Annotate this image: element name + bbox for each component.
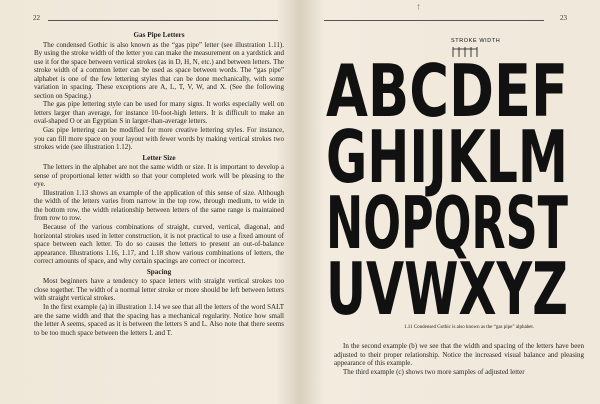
paragraph: The letters in the alphabet are not the same width or size. It is important to develop a sense of proportional letter width so that your completed work will be pleasing to the eye. xyxy=(34,163,284,189)
paragraph: Most beginners have a tendency to space letters with straight vertical strokes too close together. The width of a normal letter stroke or more should be left between letters with straight vertical strokes. xyxy=(34,277,284,303)
header-rule xyxy=(48,20,278,21)
right-text-column xyxy=(334,342,584,376)
left-text-column xyxy=(34,31,284,337)
paragraph: Because of the various combinations of straight, curved, vertical, diagonal, and horizontal strokes used in letter construction, it is not practical to use a fixed amount of space between each letter. To do so causes the letters to present an out-of-balance appearance. Illustrations 1.16, 1.17, and 1.18 show various combinations of letters, the correct amounts of space, and why certain spacings are correct or incorrect. xyxy=(34,223,284,266)
page-number: 23 xyxy=(560,14,567,22)
paragraph: The condensed Gothic is also known as the “gas pipe” letter (see illustration 1.11). By using the stroke width of the letter you can make the measurement on a yardstick and use it for the space between vertical strokes (as in D, H, N, etc.) and between letters. The stroke width of a common letter can be used as space between words. The “gas pipe” alphabet is one of the few lettering styles that can be done mechanically, with some variation in spacing. These exceptions are A, L, T, V, W, and X. (See the following section on Spacing.) xyxy=(34,40,284,100)
section-heading: Gas Pipe Letters xyxy=(133,31,185,39)
alphabet-row-1: ABCDEF xyxy=(326,58,568,133)
page-number: 22 xyxy=(33,14,40,22)
registration-mark: † xyxy=(417,4,420,11)
alphabet-glyphs xyxy=(326,58,572,321)
alphabet-row-2: GHIJKLM xyxy=(326,115,568,199)
paragraph: In the second example (b) we see that the width and spacing of the letters have been adjusted to their proper relationship. Notice the increased visual balance and pleasing appearance of this example. xyxy=(334,342,584,368)
right-page xyxy=(300,0,600,404)
alphabet-row-4: UVWXYZ xyxy=(326,247,568,321)
section-heading: Spacing xyxy=(146,267,172,276)
figure-caption: 1.11 Condensed Gothic is also known as the “gas pipe” alphabet. xyxy=(403,325,535,330)
section-heading: Letter Size xyxy=(142,153,176,162)
alphabet-row-3: NOPQRST xyxy=(326,181,568,265)
paragraph: In the first example (a) in illustration 1.14 we see that all the letters of the word SALT are the same width and that the spacing has a mechanical regularity. Notice how small the letter A seems, spaced as it is between the letters S and L. Also note that there seems to be too much space between the letters L and T. xyxy=(34,302,284,337)
gas-pipe-alphabet-illustration xyxy=(326,58,572,321)
stroke-width-marks xyxy=(300,0,600,60)
paragraph: Gas pipe lettering can be modified for more creative lettering styles. For instance, you can fill more space on your layout with fewer words by making vertical strokes two strokes wide (see illustration 1.12). xyxy=(34,126,284,152)
stroke-width-label: STROKE WIDTH xyxy=(451,38,501,44)
paragraph: The gas pipe lettering style can be used for many signs. It works especially well on letters larger than average, for instance 10-foot-high letters. It is difficult to make an oval-shaped O or an Egyptian S in larger-than-average letters. xyxy=(34,100,284,126)
paragraph: The third example (c) shows two more samples of adjusted letter xyxy=(343,367,525,376)
paragraph: Illustration 1.13 shows an example of the application of this sense of size. Although the width of the letters varies from narrow in the top row, through medium, to wide in the bottom row, the width relationship between letters of the same range is maintained from row to row. xyxy=(34,188,284,223)
